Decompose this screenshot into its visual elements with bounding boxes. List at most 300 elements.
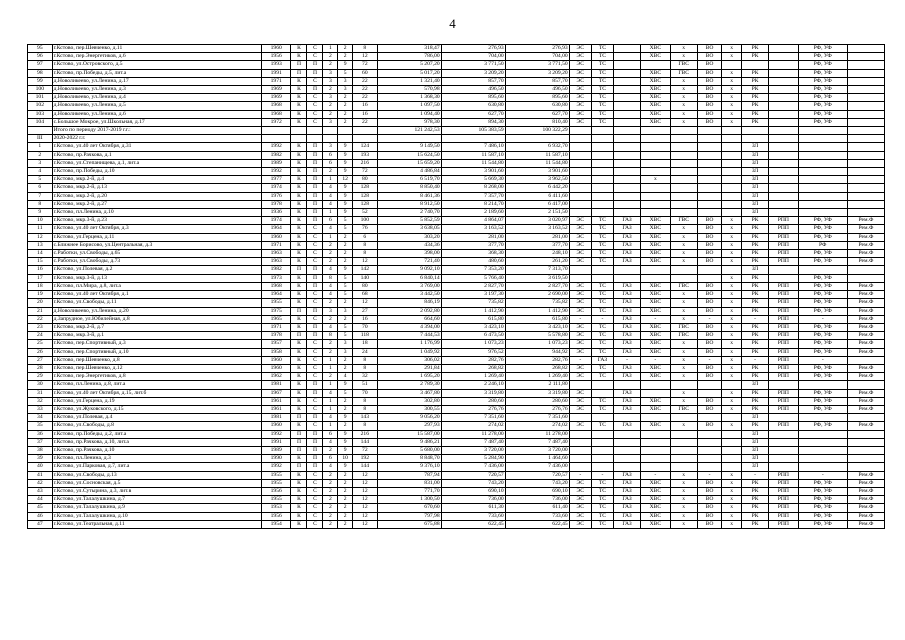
cell-gas [614, 430, 641, 438]
cell-heating [591, 192, 613, 200]
cell-total-area: 4 486,84 [377, 168, 441, 176]
cell-heating: ТС [591, 110, 613, 118]
cell-living-area: 11 278,00 [441, 430, 505, 438]
cell-basement-repair [769, 118, 799, 126]
cell-gas: ГАЗ [614, 512, 641, 520]
cell-floors: 9 [338, 438, 353, 446]
cell-address: г.Кстово, пр.Победы, д.2, лит.а [52, 430, 261, 438]
cell-total-area: 787,94 [377, 471, 441, 479]
cell-class: С [307, 225, 323, 233]
cell-floors: 9 [338, 184, 353, 192]
cell-wall-material: К [291, 176, 307, 184]
cell-apartments: 12 [353, 520, 378, 528]
cell-cold-water [641, 463, 671, 471]
cell-foundation-repair: Рем.Ф [847, 405, 884, 413]
cell-sewerage [697, 200, 722, 208]
cell-cold-water: ХВС [641, 512, 671, 520]
cell-apartments: 16 [353, 315, 378, 323]
cell-residential-area: 276,93 [505, 45, 569, 53]
cell-total-area: 297,93 [377, 422, 441, 430]
cell-year-built: 1974 [261, 217, 291, 225]
cell-sewerage: ВО [697, 69, 722, 77]
cell-wall-material: К [291, 86, 307, 94]
cell-facade-repair: РФ, УФ [798, 258, 847, 266]
cell-row-number: 26 [28, 348, 53, 356]
cell-cold-water: ХВС [641, 258, 671, 266]
cell-basement-repair: РПП [769, 217, 799, 225]
cell-address: г.Кстово, ул.Талалушкина, д.9 [52, 504, 261, 512]
cell-entrances: 2 [323, 471, 338, 479]
cell-row-number: 15 [28, 258, 53, 266]
cell-living-area: 276,93 [441, 45, 505, 53]
cell-sewerage [697, 135, 722, 143]
cell-year-built: 1992 [261, 430, 291, 438]
cell-heating: ТС [591, 496, 613, 504]
cell-roof-repair: ЗЛ [742, 455, 769, 463]
cell-residential-area: 743,20 [505, 479, 569, 487]
cell-basement-repair: РПП [769, 520, 799, 528]
cell-facade-repair: РФ, УФ [798, 69, 847, 77]
cell-gas: ГАЗ [614, 217, 641, 225]
cell-class: П [307, 282, 323, 290]
cell-roof-repair: РК [742, 53, 769, 61]
cell-hot-water: х [670, 471, 697, 479]
cell-wall-material: К [291, 45, 307, 53]
cell-roof-repair: ЗЛ [742, 184, 769, 192]
cell-total-area: 291,84 [377, 364, 441, 372]
cell-hot-water: х [670, 348, 697, 356]
cell-foundation-repair [847, 414, 884, 422]
cell-cold-water [641, 455, 671, 463]
cell-wall-material: К [291, 110, 307, 118]
table-row [28, 512, 885, 520]
cell-gas [614, 192, 641, 200]
cell-entrances: 2 [323, 241, 338, 249]
cell-living-area: 496,50 [441, 86, 505, 94]
table-row [28, 225, 885, 233]
cell-residential-area: 6 932,70 [505, 143, 569, 151]
cell-foundation-repair [847, 176, 884, 184]
cell-sewerage: ВО [697, 323, 722, 331]
cell-row-number: 44 [28, 496, 53, 504]
cell-residential-area: 3 771,50 [505, 61, 569, 69]
cell-roof-repair: ЗЛ [742, 266, 769, 274]
cell-facade-repair: РФ, УФ [798, 496, 847, 504]
cell-entrances: 2 [323, 479, 338, 487]
cell-row-number: 98 [28, 69, 53, 77]
cell-foundation-repair [847, 168, 884, 176]
cell-total-area: 721,40 [377, 258, 441, 266]
cell-mark-x [722, 414, 742, 422]
cell-entrances: 2 [323, 86, 338, 94]
cell-entrances: 6 [323, 151, 338, 159]
cell-residential-area: 11 278,00 [505, 430, 569, 438]
cell-mark-x: х [722, 512, 742, 520]
cell-roof-repair: РК [742, 86, 769, 94]
cell-mark-x [722, 200, 742, 208]
cell-hot-water: х [670, 479, 697, 487]
cell-foundation-repair [847, 209, 884, 217]
cell-total-area: 302,80 [377, 397, 441, 405]
cell-foundation-repair: Рем.Ф [847, 520, 884, 528]
cell-basement-repair [769, 45, 799, 53]
cell-basement-repair: РПП [769, 225, 799, 233]
cell-sewerage: ВО [697, 118, 722, 126]
cell-address: д.Новоликеево, ул.Ленина, д.20 [52, 307, 261, 315]
page-number: 4 [449, 16, 456, 31]
cell-row-number: 29 [28, 373, 53, 381]
cell-foundation-repair: Рем.Ф [847, 307, 884, 315]
cell-heating: ТС [591, 512, 613, 520]
cell-total-area: 831,00 [377, 479, 441, 487]
cell-year-built: 1975 [261, 307, 291, 315]
cell-hot-water: х [670, 45, 697, 53]
cell-electricity: ЭС [569, 504, 591, 512]
cell-wall-material: К [291, 397, 307, 405]
cell-wall-material: К [291, 209, 307, 217]
cell-electricity: ЭС [569, 77, 591, 85]
cell-electricity: ЭС [569, 118, 591, 126]
cell-year-built: 1958 [261, 348, 291, 356]
cell-residential-area: 630,80 [505, 102, 569, 110]
cell-address: Итого по периоду 2017-2019 г.г.: [52, 127, 261, 135]
cell-residential-area: 736,00 [505, 496, 569, 504]
cell-roof-repair: РК [742, 118, 769, 126]
cell-apartments: 72 [353, 446, 378, 454]
cell-year-built: 1968 [261, 102, 291, 110]
cell-heating: ТС [591, 250, 613, 258]
cell-mark-x: х [722, 397, 742, 405]
cell-year-built: 1969 [261, 86, 291, 94]
cell-foundation-repair [847, 381, 884, 389]
cell-total-area: 1 097,50 [377, 102, 441, 110]
cell-address: г.Кстово, пр.Рачкова, д.10, лит.а [52, 438, 261, 446]
cell-facade-repair: РФ, УФ [798, 520, 847, 528]
cell-foundation-repair [847, 266, 884, 274]
cell-foundation-repair: Рем.Ф [847, 389, 884, 397]
cell-cold-water [641, 127, 671, 135]
cell-residential-area: 3 163,52 [505, 225, 569, 233]
cell-mark-x [722, 266, 742, 274]
cell-floors: 2 [338, 487, 353, 495]
cell-apartments: 12 [353, 471, 378, 479]
cell-mark-x: х [722, 118, 742, 126]
cell-class: С [307, 250, 323, 258]
cell-row-number: 28 [28, 364, 53, 372]
cell-facade-repair: РФ, УФ [798, 397, 847, 405]
cell-living-area: 5 669,30 [441, 176, 505, 184]
cell-class: С [307, 496, 323, 504]
cell-sewerage [697, 414, 722, 422]
cell-roof-repair: ЗЛ [742, 209, 769, 217]
cell-hot-water [670, 209, 697, 217]
cell-class: П [307, 332, 323, 340]
cell-cold-water: ХВС [641, 86, 671, 94]
cell-wall-material: К [291, 389, 307, 397]
cell-apartments: 192 [353, 455, 378, 463]
cell-apartments: 24 [353, 348, 378, 356]
cell-cold-water: ХВС [641, 364, 671, 372]
cell-basement-repair [769, 61, 799, 69]
cell-living-area: 733,60 [441, 512, 505, 520]
cell-class: П [307, 389, 323, 397]
cell-heating: ТС [591, 258, 613, 266]
cell-mark-x [722, 455, 742, 463]
cell-electricity [569, 463, 591, 471]
cell-hot-water: х [670, 77, 697, 85]
cell-electricity [569, 151, 591, 159]
cell-roof-repair: ЗЛ [742, 143, 769, 151]
cell-cold-water: ХВС [641, 405, 671, 413]
cell-mark-x: х [722, 233, 742, 241]
cell-total-area: 670,60 [377, 504, 441, 512]
cell-entrances: 2 [323, 520, 338, 528]
table-row [28, 504, 885, 512]
cell-gas: ГАЗ [614, 340, 641, 348]
cell-total-area: 9 376,10 [377, 463, 441, 471]
cell-residential-area: 3 619,50 [505, 274, 569, 282]
cell-year-built: 1936 [261, 209, 291, 217]
cell-residential-area: 690,10 [505, 487, 569, 495]
cell-total-area: 1 321,40 [377, 77, 441, 85]
cell-mark-x: х [722, 307, 742, 315]
cell-row-number: 4 [28, 168, 53, 176]
cell-living-area: 1 269,40 [441, 373, 505, 381]
cell-cold-water: ХВС [641, 373, 671, 381]
cell-row-number: 16 [28, 266, 53, 274]
cell-electricity: - [569, 356, 591, 364]
cell-sewerage: ВО [697, 258, 722, 266]
cell-mark-x: х [722, 315, 742, 323]
cell-residential-area: 11 544,80 [505, 159, 569, 167]
cell-hot-water [670, 414, 697, 422]
table-row [28, 61, 885, 69]
cell-total-area: 6 840,14 [377, 274, 441, 282]
cell-mark-x: х [722, 250, 742, 258]
cell-gas [614, 69, 641, 77]
cell-cold-water [641, 61, 671, 69]
cell-entrances: 3 [323, 94, 338, 102]
cell-hot-water [670, 135, 697, 143]
cell-entrances: 4 [323, 438, 338, 446]
cell-living-area: 3 771,50 [441, 61, 505, 69]
cell-residential-area: 274,02 [505, 422, 569, 430]
cell-foundation-repair [847, 102, 884, 110]
cell-living-area: 630,80 [441, 102, 505, 110]
cell-residential-area: 735,82 [505, 299, 569, 307]
cell-gas [614, 110, 641, 118]
cell-residential-area: 7 351,60 [505, 414, 569, 422]
cell-gas [614, 455, 641, 463]
cell-facade-repair [798, 151, 847, 159]
cell-row-number: 6 [28, 184, 53, 192]
cell-foundation-repair [847, 77, 884, 85]
cell-electricity [569, 192, 591, 200]
cell-living-area: 736,00 [441, 496, 505, 504]
cell-roof-repair: РК [742, 217, 769, 225]
cell-gas [614, 266, 641, 274]
cell-row-number: 24 [28, 332, 53, 340]
table-row [28, 414, 885, 422]
cell-foundation-repair [847, 118, 884, 126]
cell-sewerage: ВО [697, 45, 722, 53]
cell-foundation-repair [847, 159, 884, 167]
cell-mark-x: х [722, 291, 742, 299]
cell-foundation-repair: Рем.Ф [847, 471, 884, 479]
cell-residential-area: 857,70 [505, 77, 569, 85]
cell-electricity: ЭС [569, 307, 591, 315]
table-row [28, 110, 885, 118]
cell-facade-repair: РФ, УФ [798, 340, 847, 348]
cell-basement-repair: РПП [769, 389, 799, 397]
cell-gas: ГАЗ [614, 348, 641, 356]
cell-facade-repair: РФ, УФ [798, 299, 847, 307]
cell-apartments: 22 [353, 77, 378, 85]
cell-entrances [323, 127, 338, 135]
cell-roof-repair: РК [742, 422, 769, 430]
table-row [28, 282, 885, 290]
cell-roof-repair: РК [742, 241, 769, 249]
cell-cold-water: ХВС [641, 323, 671, 331]
cell-facade-repair: РФ, УФ [798, 110, 847, 118]
cell-wall-material: К [291, 102, 307, 110]
cell-gas: ГАЗ [614, 504, 641, 512]
table-row [28, 471, 885, 479]
cell-roof-repair: РК [742, 389, 769, 397]
cell-gas [614, 200, 641, 208]
cell-living-area: 857,70 [441, 77, 505, 85]
cell-mark-x: х [722, 110, 742, 118]
cell-class: П [307, 323, 323, 331]
cell-facade-repair: РФ, УФ [798, 323, 847, 331]
cell-mark-x: х [722, 323, 742, 331]
cell-residential-area: 281,00 [505, 233, 569, 241]
cell-wall-material: К [291, 348, 307, 356]
table-row [28, 397, 885, 405]
cell-apartments: 12 [353, 504, 378, 512]
cell-heating: ТС [591, 233, 613, 241]
cell-wall-material: К [291, 487, 307, 495]
cell-year-built: 1960 [261, 45, 291, 53]
cell-class: С [307, 299, 323, 307]
cell-floors: 9 [338, 463, 353, 471]
cell-basement-repair [769, 151, 799, 159]
cell-entrances: 8 [323, 274, 338, 282]
cell-roof-repair: РК [742, 274, 769, 282]
cell-foundation-repair: Рем.Ф [847, 479, 884, 487]
table-row [28, 487, 885, 495]
cell-floors: 2 [338, 110, 353, 118]
cell-entrances: 2 [323, 61, 338, 69]
cell-hot-water: х [670, 102, 697, 110]
cell-row-number: 22 [28, 315, 53, 323]
cell-gas [614, 176, 641, 184]
cell-row-number: III [28, 135, 53, 143]
cell-residential-area: 622,45 [505, 520, 569, 528]
cell-year-built: 1981 [261, 381, 291, 389]
cell-gas: ГАЗ [614, 307, 641, 315]
cell-foundation-repair [847, 455, 884, 463]
register-table-body [28, 45, 885, 529]
cell-mark-x [722, 446, 742, 454]
cell-facade-repair: РФ, УФ [798, 274, 847, 282]
cell-foundation-repair [847, 53, 884, 61]
cell-sewerage [697, 389, 722, 397]
cell-electricity [569, 135, 591, 143]
cell-basement-repair: РПП [769, 315, 799, 323]
cell-cold-water [641, 192, 671, 200]
cell-basement-repair [769, 176, 799, 184]
cell-hot-water [670, 274, 697, 282]
cell-year-built [261, 135, 291, 143]
cell-basement-repair [769, 53, 799, 61]
cell-entrances: 2 [323, 299, 338, 307]
cell-wall-material: К [291, 118, 307, 126]
cell-total-area: 1 368,30 [377, 94, 441, 102]
cell-mark-x: х [722, 471, 742, 479]
cell-floors: 2 [338, 512, 353, 520]
cell-cold-water: ХВС [641, 217, 671, 225]
cell-entrances: 4 [323, 225, 338, 233]
cell-gas: ГАЗ [614, 364, 641, 372]
cell-heating: ТС [591, 282, 613, 290]
cell-cold-water [641, 151, 671, 159]
cell-roof-repair: РК [742, 504, 769, 512]
cell-hot-water: х [670, 241, 697, 249]
cell-cold-water: ХВС [641, 291, 671, 299]
cell-floors: 5 [338, 282, 353, 290]
cell-floors: 5 [338, 389, 353, 397]
cell-living-area: 11 587,10 [441, 151, 505, 159]
cell-sewerage [697, 176, 722, 184]
cell-living-area: 3 209,20 [441, 69, 505, 77]
cell-floors: 12 [338, 176, 353, 184]
cell-hot-water: ГВС [670, 332, 697, 340]
cell-basement-repair [769, 159, 799, 167]
cell-address: д.Запрудное, ул.Юбилейная, д.8 [52, 315, 261, 323]
cell-apartments: 118 [353, 332, 378, 340]
cell-wall-material: К [291, 274, 307, 282]
cell-mark-x [722, 184, 742, 192]
cell-row-number: 101 [28, 94, 53, 102]
cell-address: г.Кстово, ул.Полевая, д.4 [52, 414, 261, 422]
cell-electricity [569, 127, 591, 135]
cell-sewerage [697, 266, 722, 274]
cell-floors: 2 [338, 315, 353, 323]
cell-cold-water: ХВС [641, 332, 671, 340]
cell-apartments: 22 [353, 118, 378, 126]
cell-foundation-repair [847, 143, 884, 151]
cell-class: С [307, 94, 323, 102]
table-row [28, 274, 885, 282]
cell-facade-repair: РФ, УФ [798, 225, 847, 233]
cell-apartments: 8 [353, 364, 378, 372]
cell-row-number: 96 [28, 53, 53, 61]
cell-floors: 2 [338, 233, 353, 241]
cell-heating: ТС [591, 405, 613, 413]
cell-row-number: 10 [28, 217, 53, 225]
table-row [28, 159, 885, 167]
cell-year-built: 1976 [261, 192, 291, 200]
cell-foundation-repair [847, 127, 884, 135]
cell-mark-x: х [722, 422, 742, 430]
cell-electricity: ЭС [569, 323, 591, 331]
cell-address: с.Большое Мокрое, ул.Школьная, д.17 [52, 118, 261, 126]
cell-row-number: 30 [28, 381, 53, 389]
table-row [28, 430, 885, 438]
cell-sewerage: ВО [697, 397, 722, 405]
cell-gas: ГАЗ [614, 479, 641, 487]
